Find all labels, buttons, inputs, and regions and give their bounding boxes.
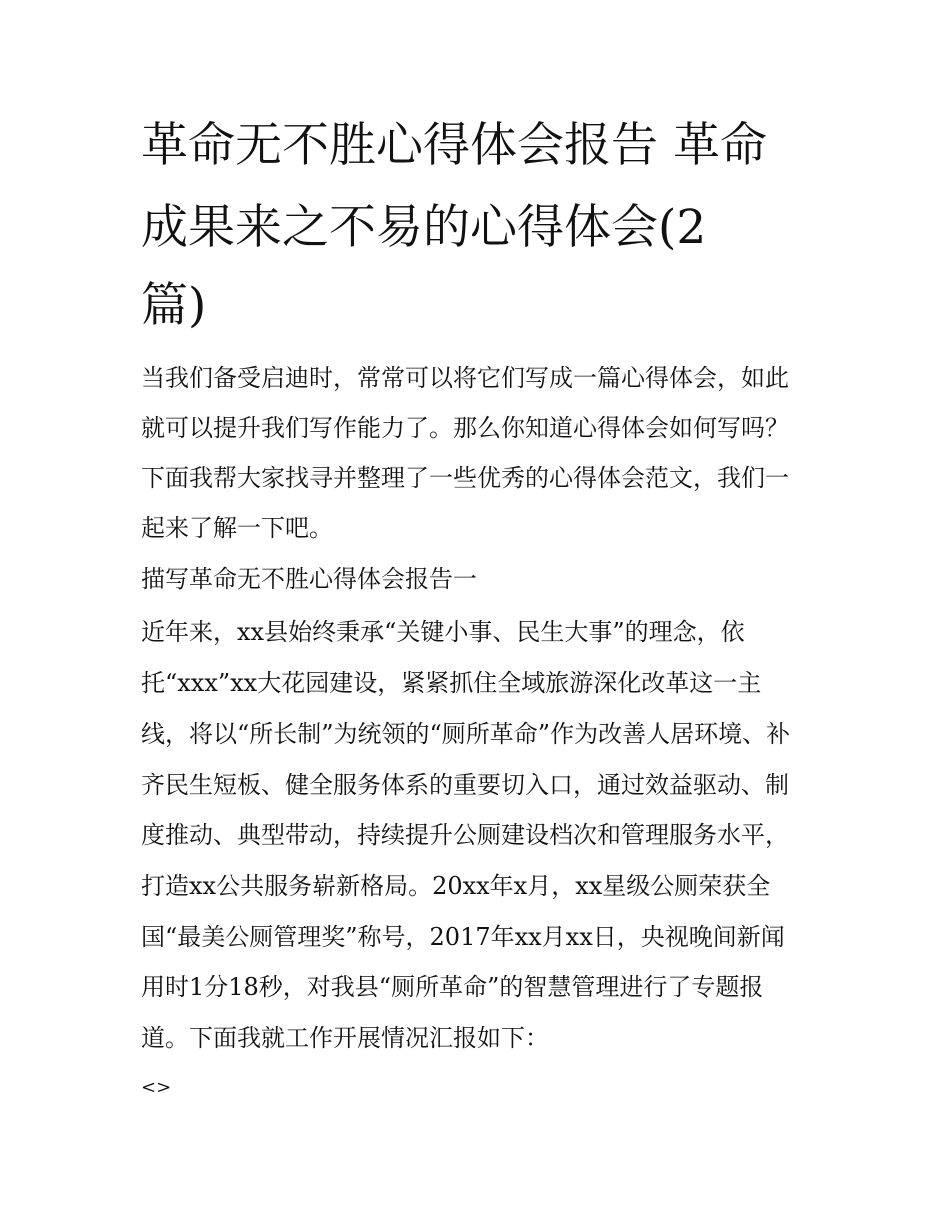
body-line-2: 托“xxx”xx大花园建设，紧紧抓住全域旅游深化改革这一主 [141, 669, 762, 697]
trailing-mark: <> [141, 1077, 172, 1098]
intro-line-1: 当我们备受启迪时，常常可以将它们写成一篇心得体会，如此 [141, 364, 789, 392]
document-title-line-1: 革命无不胜心得体会报告 革命 [141, 118, 767, 173]
body-line-1: 近年来，xx县始终秉承“关键小事、民生大事”的理念，依 [141, 618, 745, 646]
intro-line-3: 下面我帮大家找寻并整理了一些优秀的心得体会范文，我们一 [141, 464, 789, 492]
intro-line-4: 起来了解一下吧。 [141, 514, 333, 542]
body-line-5: 度推动、典型带动，持续提升公厕建设档次和管理服务水平， [141, 821, 789, 849]
body-line-4: 齐民生短板、健全服务体系的重要切入口，通过效益驱动、制 [141, 771, 789, 799]
body-line-3: 线，将以“所长制”为统领的“厕所革命”作为改善人居环境、补 [141, 720, 791, 748]
body-line-7: 国“最美公厕管理奖”称号，2017年xx月xx日，央视晚间新闻 [141, 923, 785, 951]
document-title-line-3: 篇) [141, 278, 207, 333]
body-line-9: 道。下面我就工作开展情况汇报如下： [141, 1024, 549, 1052]
intro-line-2: 就可以提升我们写作能力了。那么你知道心得体会如何写吗？ [141, 414, 789, 442]
body-line-6: 打造xx公共服务崭新格局。20xx年x月，xx星级公厕荣获全 [141, 872, 771, 900]
document-title-line-2: 成果来之不易的心得体会(2 [141, 200, 707, 255]
body-line-8: 用时1分18秒，对我县“厕所革命”的智慧管理进行了专题报 [141, 973, 764, 1001]
section-heading: 描写革命无不胜心得体会报告一 [141, 565, 477, 593]
